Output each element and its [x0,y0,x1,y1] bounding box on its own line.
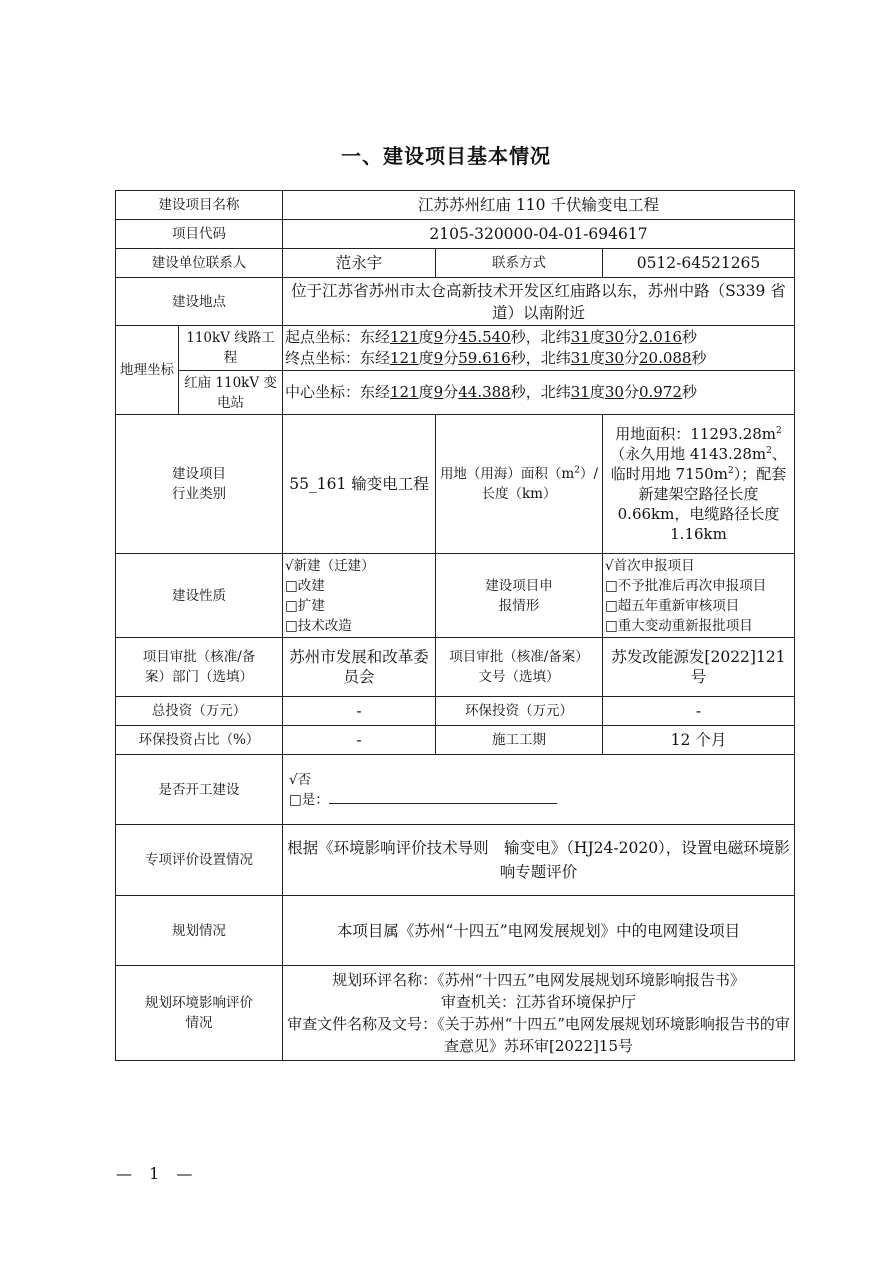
value-env-investment: - [603,697,795,726]
filing-first: √首次申报项目 [605,557,695,574]
page-title: 一、建设项目基本情况 [341,144,551,168]
row-started [116,755,795,825]
eia-authority: 审查机关：江苏省环境保护厅 [440,993,636,1011]
end-coordinate: 终点坐标：东经121度9分59.616秒，北纬31度30分20.088秒 [285,349,707,367]
label-contact: 建设单位联系人 [116,249,283,278]
filing-options [603,554,795,638]
filing-five-year: □超五年重新审核项目 [605,597,740,614]
label-planning-eia: 规划环境影响评价情况 [116,966,283,1061]
option-rebuild: □改建 [285,577,325,594]
filing-major-change: □重大变动重新报批项目 [605,617,753,634]
eia-review-doc: 审查文件名称及文号：《关于苏州“十四五”电网发展规划环境影响报告书的审查意见》苏环审[2022]15号 [287,1015,790,1055]
label-env-investment: 环保投资（万元） [436,697,603,726]
label-env-ratio: 环保投资占比（%） [116,726,283,755]
label-planning: 规划情况 [116,896,283,966]
row-project-code [116,220,795,249]
row-industry [116,415,795,554]
label-substation: 红庙 110kV 变电站 [179,371,283,415]
label-filing: 建设项目申报情形 [436,554,603,638]
center-coordinate: 中心坐标：东经121度9分44.388秒，北纬31度30分0.972秒 [285,383,697,401]
label-project-code: 项目代码 [116,220,283,249]
row-ratio [116,726,795,755]
row-planning [116,896,795,966]
label-industry: 建设项目行业类别 [116,415,283,554]
label-special: 专项评价设置情况 [116,825,283,896]
option-expand: □扩建 [285,597,325,614]
row-geo-station [116,371,795,415]
value-contact: 范永宇 [283,249,436,278]
started-yes: □是： [289,790,792,810]
value-project-code: 2105-320000-04-01-694617 [283,220,795,249]
label-location: 建设地点 [116,278,283,326]
row-nature [116,554,795,638]
start-coordinate: 起点坐标：东经121度9分45.540秒，北纬31度30分2.016秒 [285,328,697,346]
value-env-ratio: - [283,726,436,755]
started-no: √否 [289,771,312,788]
label-investment: 总投资（万元） [116,697,283,726]
value-approval-doc: 苏发改能源发[2022]121 号 [603,638,795,697]
value-approval-dept: 苏州市发展和改革委员会 [283,638,436,697]
yes-blank-line [329,791,557,804]
row-approval [116,638,795,697]
label-line-project: 110kV 线路工程 [179,326,283,371]
value-industry: 55_161 输变电工程 [283,415,436,554]
row-project-name [116,191,795,220]
option-new: √新建（迁建） [285,557,375,574]
label-period: 施工工期 [436,726,603,755]
value-investment: - [283,697,436,726]
value-planning-eia [283,966,795,1061]
page-number: — 1 — [116,1164,199,1183]
value-period: 12 个月 [603,726,795,755]
project-info-table [115,190,795,1061]
value-started [283,755,795,825]
value-line-coords [283,326,795,371]
filing-resubmit: □不予批准后再次申报项目 [605,577,767,594]
value-location: 位于江苏省苏州市太仓高新技术开发区红庙路以东，苏州中路（S339 省道）以南附近 [283,278,795,326]
value-special: 根据《环境影响评价技术导则 输变电》（HJ24-2020），设置电磁环境影响专题评价 [283,825,795,896]
row-planning-eia [116,966,795,1061]
label-phone: 联系方式 [436,249,603,278]
label-nature: 建设性质 [116,554,283,638]
label-geo: 地理坐标 [116,326,179,415]
nature-options [283,554,436,638]
row-location [116,278,795,326]
label-started: 是否开工建设 [116,755,283,825]
row-geo-line [116,326,795,371]
eia-name: 规划环评名称：《苏州“十四五”电网发展规划环境影响报告书》 [332,971,745,989]
label-approval-dept: 项目审批（核准/备案）部门（选填） [116,638,283,697]
value-station-coords [283,371,795,415]
label-area: 用地（用海）面积$(m^2)/$长度（km） [436,415,603,554]
value-area: 用地面积：$11293.28m^2$（永久用地 $4143.28m^2$、临时用地 $7150m^2$）；配套新建架空路径长度 0.66km，电缆路径长度 1.16km [603,415,795,554]
row-investment [116,697,795,726]
row-contact [116,249,795,278]
value-phone: 0512-64521265 [603,249,795,278]
label-approval-doc: 项目审批（核准/备案）文号（选填） [436,638,603,697]
row-special [116,825,795,896]
option-renovate: □技术改造 [285,617,352,634]
value-project-name: 江苏苏州红庙 110 千伏输变电工程 [283,191,795,220]
label-project-name: 建设项目名称 [116,191,283,220]
value-planning: 本项目属《苏州“十四五”电网发展规划》中的电网建设项目 [283,896,795,966]
